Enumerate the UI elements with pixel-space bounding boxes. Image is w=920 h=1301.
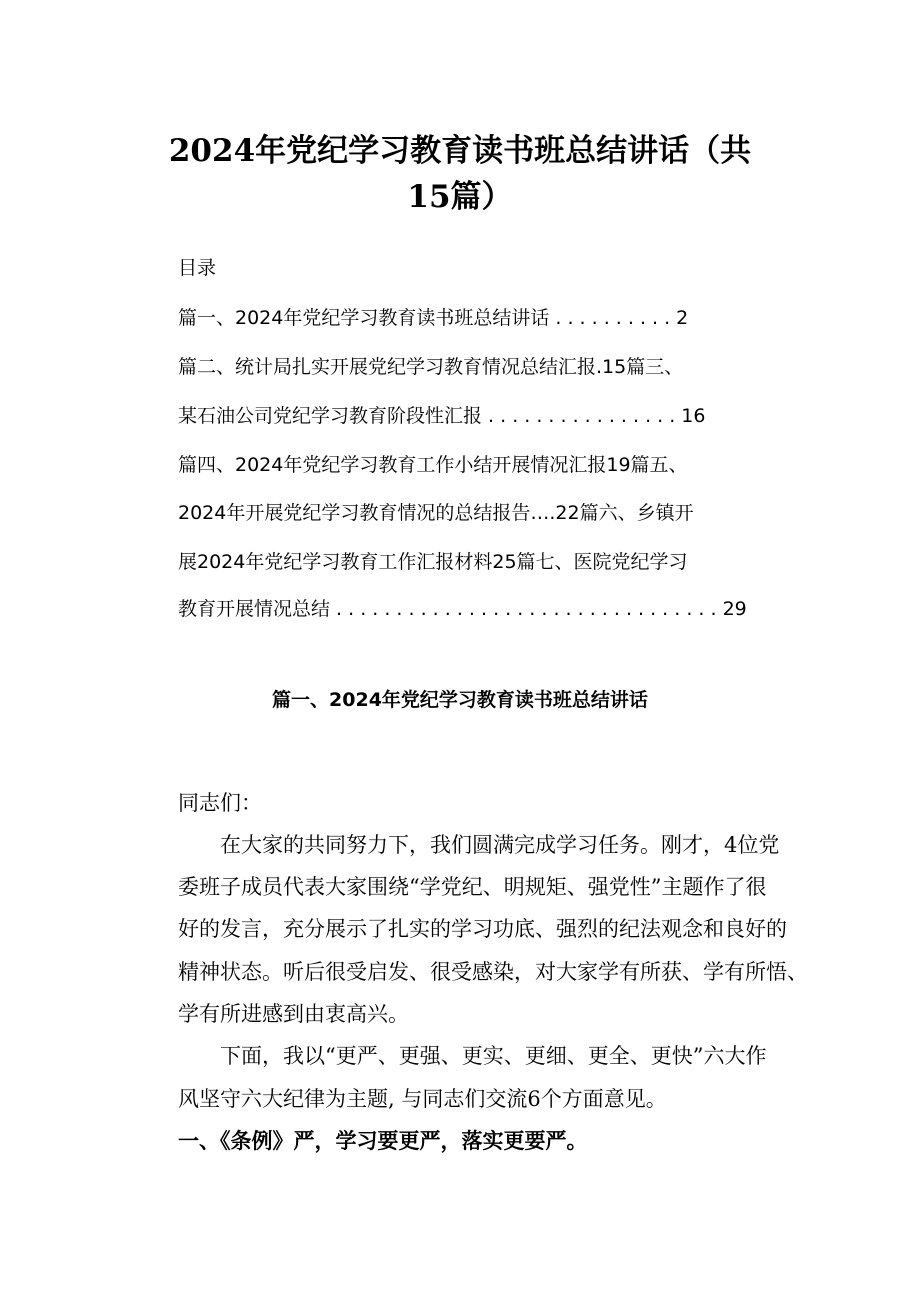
section-heading: 篇一、2024年党纪学习教育读书班总结讲话: [272, 689, 648, 711]
document-title: [150, 128, 770, 220]
toc-heading: 目录: [178, 257, 217, 279]
toc-entry[interactable]: 2024年开展党纪学习教育情况的总结报告….22篇六、乡镇开: [178, 502, 694, 524]
paragraph-line: 风坚守六大纪律为主题, 与同志们交流6个方面意见。: [178, 1087, 667, 1111]
salutation: 同志们：: [178, 791, 262, 815]
document-title-line-2: 15篇）: [407, 179, 513, 215]
paragraph-line: 好的发言，充分展示了扎实的学习功底、强烈的纪法观念和良好的: [178, 917, 787, 941]
toc-entry[interactable]: 篇一、2024年党纪学习教育读书班总结讲话 . . . . . . . . . . 2: [178, 307, 689, 329]
toc-entry[interactable]: 展2024年党纪学习教育工作汇报材料25篇七、医院党纪学习: [178, 551, 688, 573]
toc-entry[interactable]: 篇四、2024年党纪学习教育工作小结开展情况汇报19篇五、: [178, 454, 688, 476]
toc-entry[interactable]: 篇二、统计局扎实开展党纪学习教育情况总结汇报.15篇三、: [178, 356, 684, 378]
toc-entry[interactable]: 教育开展情况总结 . . . . . . . . . . . . . . . . . . . . . . . . . . . . . . . . 29: [178, 598, 747, 620]
paragraph-line: 精神状态。听后很受启发、很受感染，对大家学有所获、学有所悟、: [178, 960, 808, 984]
paragraph-line: 在大家的共同努力下，我们圆满完成学习任务。刚才，4位党: [178, 833, 780, 857]
toc-entry[interactable]: 某石油公司党纪学习教育阶段性汇报 . . . . . . . . . . . . . . . . 16: [178, 405, 706, 427]
document-title-line-1: 2024年党纪学习教育读书班总结讲话（共: [168, 133, 752, 169]
paragraph-line: 学有所进感到由衷高兴。: [178, 1002, 409, 1026]
paragraph-line: 下面，我以“更严、更强、更实、更细、更全、更快”六大作: [178, 1044, 767, 1068]
subheading: 一、《条例》严，学习要更严，落实更要严。: [178, 1128, 588, 1153]
paragraph-line: 委班子成员代表大家围绕“学党纪、明规矩、强党性”主题作了很: [178, 875, 767, 899]
